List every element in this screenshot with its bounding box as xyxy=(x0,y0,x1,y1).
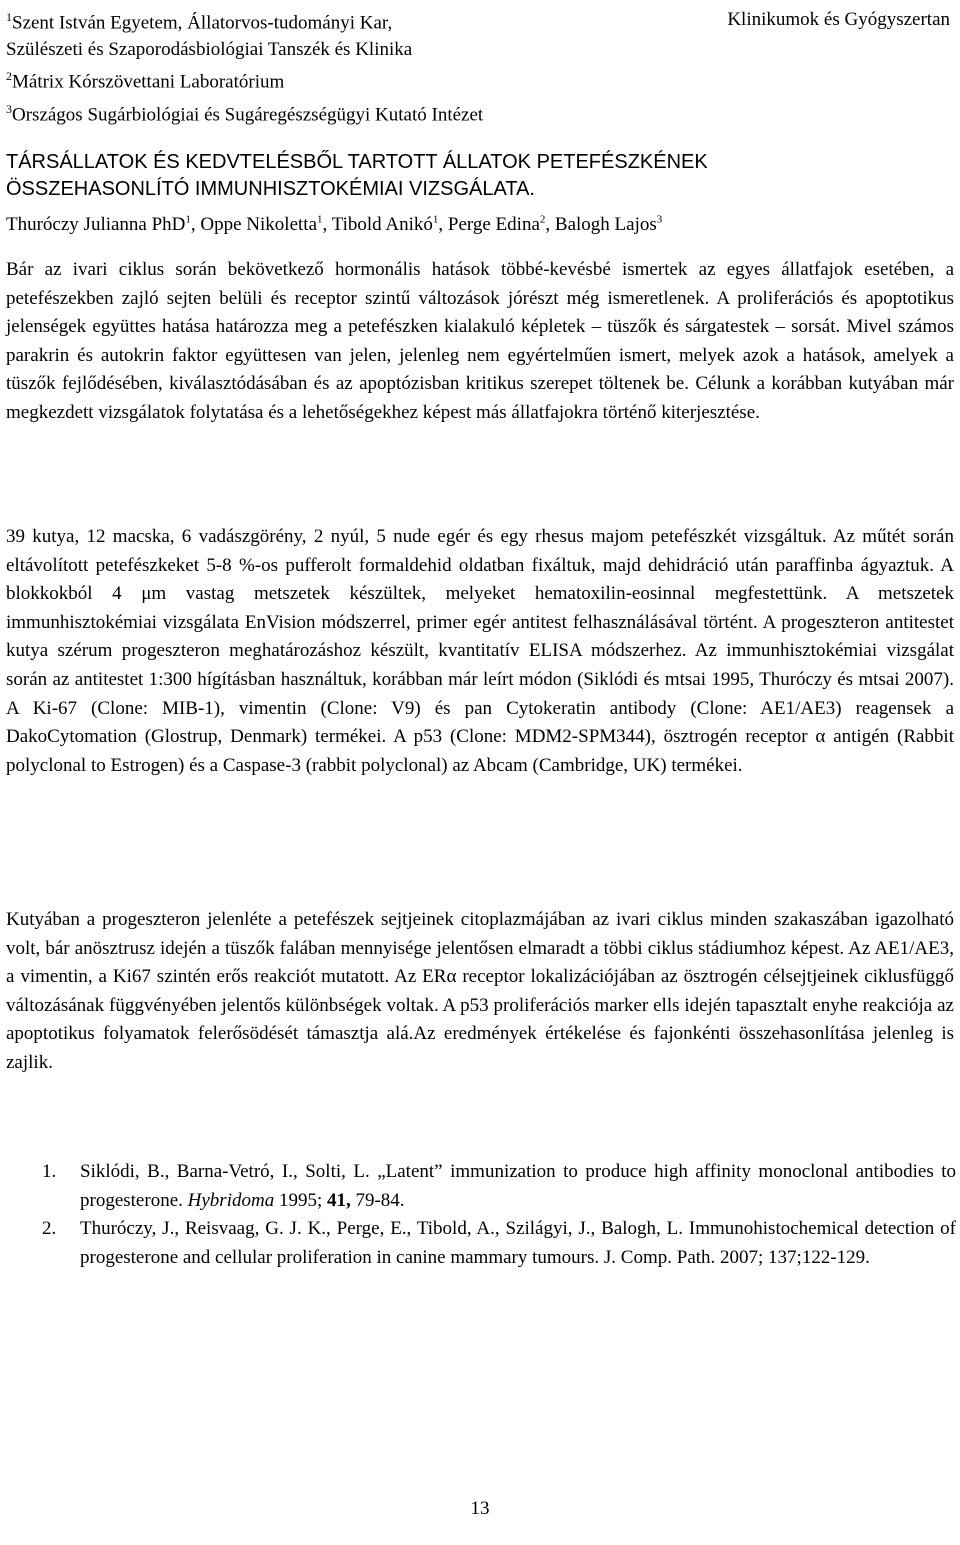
affiliations-block xyxy=(6,4,483,128)
reference-text: Thuróczy, J., Reisvaag, G. J. K., Perge, E., Tibold, A., Szilágyi, J., Balogh, L. Immunohistochemical detection of progesterone and cellular proliferation in canine mammary tumours. J. Comp. Path. 2007; 137;122-129. xyxy=(80,1218,956,1268)
reference-text: Siklódi, B., Barna-Vetró, I., Solti, L. „Latent” immunization to produce high affinity monoclonal antibodies to progesterone. Hybridoma 1995; 41, 79-84. xyxy=(80,1161,956,1211)
title-line-1: TÁRSÁLLATOK ÉS KEDVTELÉSBŐL TARTOTT ÁLLATOK PETEFÉSZKÉNEK xyxy=(6,151,708,173)
author-list xyxy=(6,207,662,238)
reference-item xyxy=(42,1215,956,1272)
affiliation-line-2: Szülészeti és Szaporodásbiológiai Tanszék és Klinika xyxy=(6,39,413,61)
title-line-2: ÖSSZEHASONLÍTÓ IMMUNHISZTOKÉMIAI VIZSGÁLATA. xyxy=(6,178,535,200)
reference-number: 2. xyxy=(42,1218,57,1239)
reference-item xyxy=(42,1158,956,1215)
paragraph-introduction: Bár az ivari ciklus során bekövetkező hormonális hatások többé-kevésbé ismertek az egyes állatfajok esetében, a petefészekben zajló sejten belüli és receptor szintű változások jórészt még ismeretlenek. A proliferációs és apoptotikus jelenségek együttes hatása határozza meg a petefészken kialakuló képletek – tüszők és sárgatestek – sorsát. Mivel számos parakrin és autokrin faktor együttesen van jelen, jelenleg nem egyértelműen ismert, melyek azok a hatások, amelyek a tüszők fejlődésében, kiválasztódásában és az apoptózisban kritikus szerepet töltenek be. Célunk a korábban kutyában már megkezdett vizsgálatok folytatása és a lehetőségekhez képest más állatfajokra történő kiterjesztése. xyxy=(6,259,954,423)
page-number: 13 xyxy=(470,1498,490,1519)
reference-list xyxy=(42,1158,956,1272)
department-label: Klinikumok és Gyógyszertan xyxy=(727,9,950,30)
paper-title xyxy=(6,149,956,203)
author: Perge Edina$^2$, xyxy=(447,214,555,236)
paragraph-methods: 39 kutya, 12 macska, 6 vadászgörény, 2 nyúl, 5 nude egér és egy rhesus majom petefészkét vizsgáltuk. Az műtét során eltávolított petefészkeket 5-8 %-os pufferolt formaldehid oldatban fixáltuk, majd dehidráció után paraffinba ágyaztuk. A blokkokból 4 μm vastag metszetek készültek, melyeket hematoxilin-eosinnal megfestettünk. A metszetek immunhisztokémiai vizsgálata EnVision módszerrel, primer egér antitest felhasználásával történt. A progeszteron antitestet kutya szérum progeszteron meghatározáshoz készült, kvantitatív ELISA módszerhez. Az immunhisztokémiai vizsgálat során az antitestet 1:300 hígításban használtuk, korábban már leírt módon (Siklódi és mtsai 1995, Thuróczy és mtsai 2007). A Ki-67 (Clone: MIB-1), vimentin (Clone: V9) és pan Cytokeratin antibody (Clone: AE1/AE3) reagensek a DakoCytomation (Glostrup, Denmark) termékei. A p53 (Clone: MDM2-SPM344), ösztrogén receptor α antigén (Rabbit polyclonal to Estrogen) és a Caspase-3 (rabbit polyclonal) az Abcam (Cambridge, UK) termékei. xyxy=(6,526,954,776)
author: Tibold Anikó$^1$, xyxy=(331,214,448,236)
journal-name: Hybridoma xyxy=(187,1189,275,1211)
author: Thuróczy Julianna PhD$^1$, xyxy=(6,214,201,236)
affiliation-line-1: $^1$Szent István Egyetem, Állatorvos-tudományi Kar, xyxy=(6,10,393,34)
affiliation-line-4: $^3$Országos Sugárbiológiai és Sugáregészségügyi Kutató Intézet xyxy=(6,101,484,125)
affiliation-line-3: $^2$Mátrix Kórszövettani Laboratórium xyxy=(6,69,285,93)
author: Balogh Lajos$^3$ xyxy=(554,214,663,236)
paragraph-results: Kutyában a progeszteron jelenléte a petefészek sejtjeinek citoplazmájában az ivari ciklus minden szakaszában igazolható volt, bár anösztrusz idején a tüszők falában mennyisége jelentősen elmaradt a többi ciklus stádiumhoz képest. Az AE1/AE3, a vimentin, a Ki67 szintén erős reakciót mutatott. Az ERα receptor lokalizációjában az ösztrogén célsejtjeinek ciklusfüggő változásának függvényében jelentős különbségek voltak. A p53 proliferációs marker ells idején tapasztalt enyhe reakciója az apoptotikus folyamatok felerősödését támasztja alá.Az eredmények értékelése és fajonkénti összehasonlítása jelenleg is zajlik. xyxy=(6,909,954,1073)
author: Oppe Nikoletta$^1$, xyxy=(200,214,332,236)
volume-number: 41, xyxy=(326,1189,351,1211)
reference-number: 1. xyxy=(42,1161,57,1182)
